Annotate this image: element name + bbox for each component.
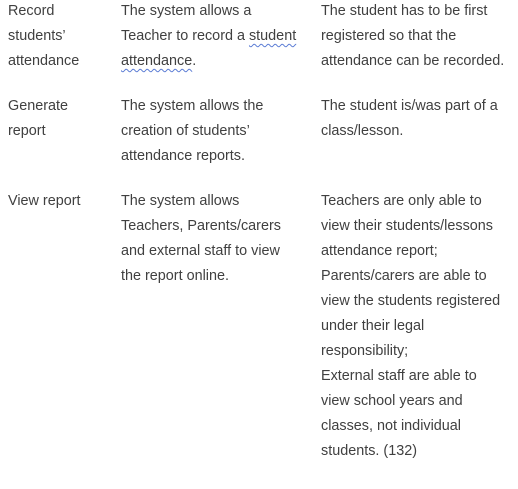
text-line: Generate xyxy=(8,98,69,114)
text-line: The student is/was part of a xyxy=(321,98,498,114)
text-line: The system allows the xyxy=(121,98,264,114)
text-line: students’ xyxy=(8,28,66,44)
spellcheck-word[interactable]: student xyxy=(248,28,297,44)
condition-cell xyxy=(321,94,516,144)
text-line: students. (132) xyxy=(321,443,417,459)
text-line: class/lesson. xyxy=(321,123,404,139)
text-line: Teachers are only able to xyxy=(321,193,482,209)
table-row xyxy=(0,94,518,169)
description-cell xyxy=(121,0,315,74)
text-line: The system allows a xyxy=(121,3,252,19)
text-line: view the students registered xyxy=(321,293,501,309)
condition-cell xyxy=(321,0,516,74)
text-line: responsibility; xyxy=(321,343,409,359)
text-line: attendance report; xyxy=(321,243,438,259)
text-line: The system allows xyxy=(121,193,240,209)
function-cell xyxy=(8,189,116,214)
text-line: Parents/carers are able to xyxy=(321,268,487,284)
table-row xyxy=(0,0,518,74)
text-line: The student has to be first xyxy=(321,3,488,19)
description-cell xyxy=(121,94,315,169)
text-line: report xyxy=(8,123,46,139)
spellcheck-word[interactable]: attendance xyxy=(121,53,193,69)
text-run: Teacher to record a xyxy=(121,28,249,44)
text-line: attendance reports. xyxy=(121,148,245,164)
function-cell xyxy=(8,94,116,144)
condition-cell xyxy=(321,189,516,464)
text-line: registered so that the xyxy=(321,28,457,44)
text-line: Teachers, Parents/carers xyxy=(121,218,281,234)
text-run: . xyxy=(192,53,197,69)
text-line: attendance xyxy=(8,53,80,69)
text-line: Record xyxy=(8,3,55,19)
text-line: External staff are able to xyxy=(321,368,477,384)
description-cell xyxy=(121,189,315,289)
text-line: attendance can be recorded. xyxy=(321,53,505,69)
text-line: View report xyxy=(8,193,81,209)
text-line: creation of students’ xyxy=(121,123,250,139)
text-line xyxy=(121,24,315,49)
text-line: classes, not individual xyxy=(321,418,461,434)
text-line: under their legal xyxy=(321,318,425,334)
text-line: view school years and xyxy=(321,393,463,409)
table-row xyxy=(0,189,518,464)
text-line xyxy=(121,49,315,74)
text-line: the report online. xyxy=(121,268,230,284)
function-cell xyxy=(8,0,116,74)
text-line: and external staff to view xyxy=(121,243,280,259)
text-line: view their students/lessons xyxy=(321,218,493,234)
